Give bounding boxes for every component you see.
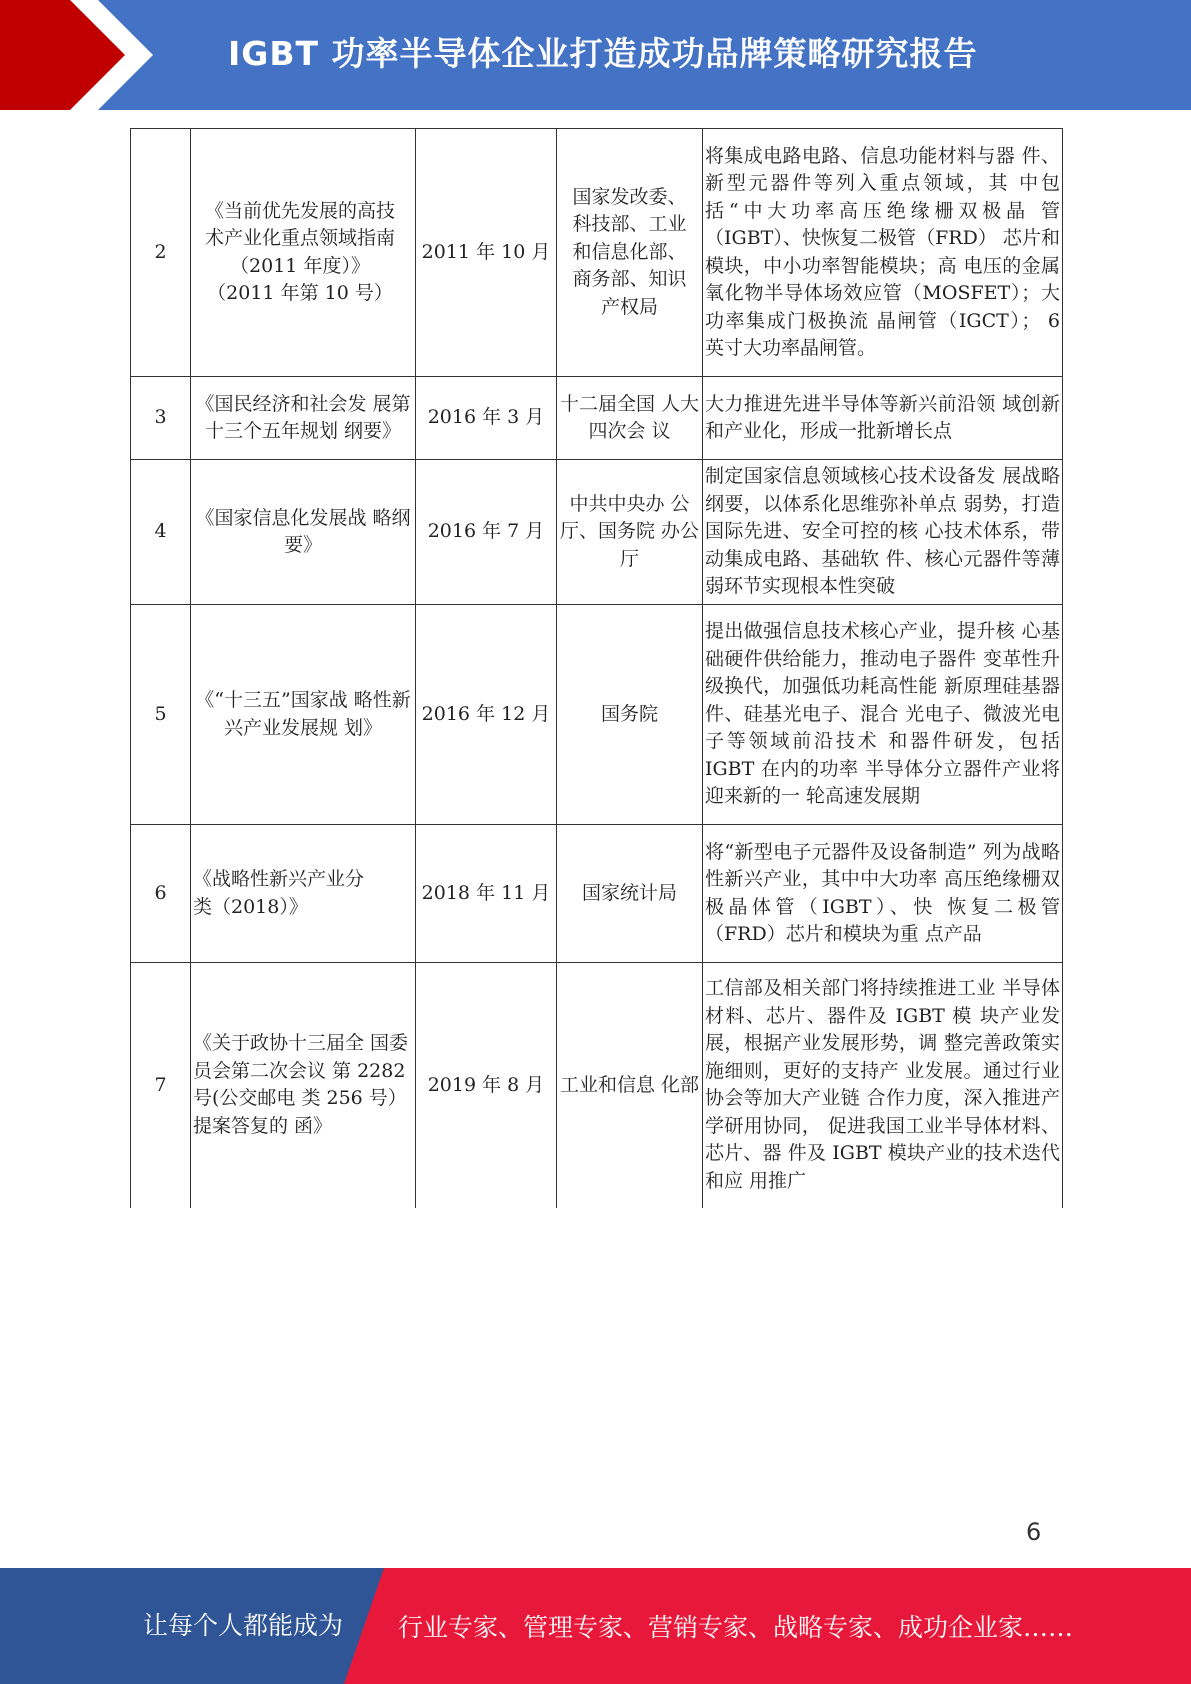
policy-content: 将集成电路电路、信息功能材料与器 件、新型元器件等列入重点领域，其 中包括“中大功率高压绝缘栅双极晶 管（IGBT）、快恢复二极管（FRD） 芯片和模块，中小功率智能模块；高 电压的金属氧化物半导体场效应管（MOSFET）；大功率集成门极换流 晶闸管（IGCT）； 6 英寸大功率晶闸管。 [703, 129, 1063, 377]
policy-table [130, 128, 1063, 1208]
page-number: 6 [1026, 1518, 1042, 1546]
issue-date: 2018 年 11 月 [416, 825, 557, 963]
issue-date: 2011 年 10 月 [416, 129, 557, 377]
row-number: 7 [131, 963, 191, 1208]
policy-name: 《战略性新兴产业分类（2018）》 [191, 825, 416, 963]
policy-content: 大力推进先进半导体等新兴前沿领 域创新和产业化，形成一批新增长点 [703, 377, 1063, 460]
policy-content: 提出做强信息技术核心产业，提升核 心基础硬件供给能力，推动电子器件 变革性升级换代，加强低功耗高性能 新原理硅基器件、硅基光电子、混合 光电子、微波光电子等领域前沿技术 和器件研发，包括 IGBT 在内的功率 半导体分立器件产业将迎来新的一 轮高速发展期 [703, 605, 1063, 825]
issuing-authority: 国家统计局 [557, 825, 703, 963]
row-number: 6 [131, 825, 191, 963]
row-number: 2 [131, 129, 191, 377]
issuing-authority: 国家发改委、科技部、工业和信息化部、商务部、知识产权局 [557, 129, 703, 377]
report-title: IGBT 功率半导体企业打造成功品牌策略研究报告 [228, 34, 978, 73]
page-footer [0, 1568, 1191, 1684]
issue-date: 2016 年 7 月 [416, 460, 557, 605]
policy-content: 将“新型电子元器件及设备制造” 列为战略性新兴产业，其中中大功率 高压绝缘栅双极晶体管（IGBT）、快 恢复二极管（FRD）芯片和模块为重 点产品 [703, 825, 1063, 963]
issue-date: 2016 年 12 月 [416, 605, 557, 825]
table-row [131, 377, 1063, 460]
table-row [131, 460, 1063, 605]
policy-name: 《关于政协十三届全 国委员会第二次会议 第 2282 号(公交邮电 类 256 号）提案答复的 函》 [191, 963, 416, 1208]
issuing-authority: 国务院 [557, 605, 703, 825]
table-row [131, 963, 1063, 1208]
footer-slogan-left: 让每个人都能成为 [143, 1611, 344, 1640]
table-row [131, 129, 1063, 377]
policy-name: 《国民经济和社会发 展第十三个五年规划 纲要》 [191, 377, 416, 460]
issuing-authority: 工业和信息 化部 [557, 963, 703, 1208]
policy-content: 制定国家信息领域核心技术设备发 展战略纲要，以体系化思维弥补单点 弱势，打造国际先进、安全可控的核 心技术体系，带动集成电路、基础软 件、核心元器件等薄弱环节实现根本性突破 [703, 460, 1063, 605]
row-number: 3 [131, 377, 191, 460]
table-row [131, 605, 1063, 825]
policy-content: 工信部及相关部门将持续推进工业 半导体材料、芯片、器件及 IGBT 模 块产业发展，根据产业发展形势，调 整完善政策实施细则，更好的支持产 业发展。通过行业协会等加大产业链 合作力度，深入推进产学研用协同， 促进我国工业半导体材料、芯片、器 件及 IGBT 模块产业的技术迭代和应 用推广 [703, 963, 1063, 1208]
issue-date: 2019 年 8 月 [416, 963, 557, 1208]
issue-date: 2016 年 3 月 [416, 377, 557, 460]
policy-name: 《当前优先发展的高技术产业化重点领域指南（2011 年度）》（2011 年第 10 号） [191, 129, 416, 377]
issuing-authority: 中共中央办 公厅、国务院 办公厅 [557, 460, 703, 605]
policy-name: 《国家信息化发展战 略纲要》 [191, 460, 416, 605]
page-header [0, 0, 1191, 110]
issuing-authority: 十二届全国 人大四次会 议 [557, 377, 703, 460]
row-number: 5 [131, 605, 191, 825]
policy-name: 《“十三五”国家战 略性新兴产业发展规 划》 [191, 605, 416, 825]
table-row [131, 825, 1063, 963]
row-number: 4 [131, 460, 191, 605]
footer-slogan-right: 行业专家、管理专家、营销专家、战略专家、成功企业家…… [398, 1613, 1074, 1642]
